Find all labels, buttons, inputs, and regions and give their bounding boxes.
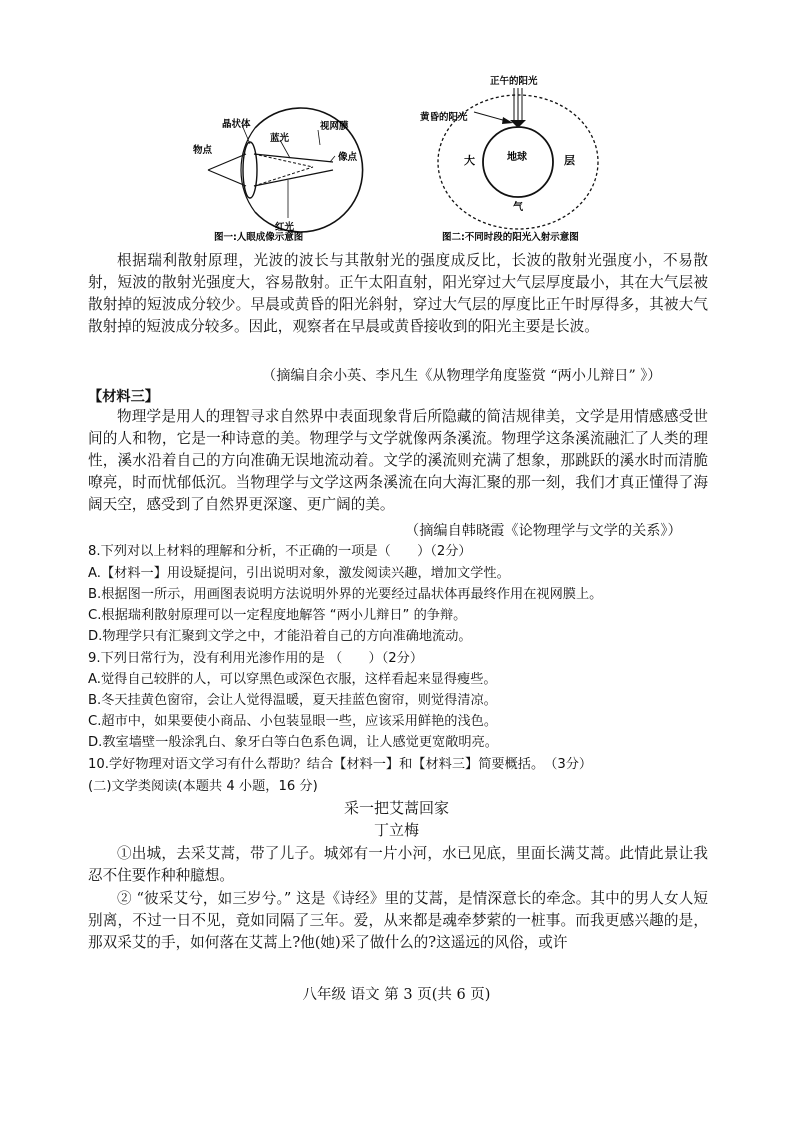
question-8-option-a: A.【材料一】用设疑提问，引出说明对象，激发阅读兴趣，增加文学性。 [88, 566, 510, 581]
material3-source: （摘编自韩晓霞《论物理学与文学的关系》） [405, 523, 682, 539]
question-8-stem: 8.下列对以上材料的理解和分析，不正确的一项是（ ）（2分） [88, 544, 472, 559]
material3-paragraph: 物理学是用人的理智寻求自然界中表面现象背后所隐藏的简洁规律美，文学是用情感感受世间的人和物，它是一种诗意的美。物理学与文学就像两条溪流。物理学这条溪流融汇了人类的理性，溪水沿着自己的方向准确无误地流动着。文学的溪流则充满了想象，那跳跃的溪水时而清脆嘹亮，时而忧郁低沉。当物理学与文学这两条溪流在向大海汇聚的那一刻，我们才真正懂得了海阔天空，感受到了自然界更深邃、更广阔的美。 [88, 408, 708, 513]
figures [170, 70, 620, 250]
question-9-option-c: C.超市中，如果要使小商品、小包装显眼一些，应该采用鲜艳的浅色。 [88, 714, 498, 729]
section-2-heading: (二)文学类阅读(本题共 4 小题，16 分) [88, 779, 318, 794]
fig1-label-image: 像点 [338, 152, 358, 163]
atmosphere-diagram [420, 75, 598, 243]
fig1-label-crystal: 晶状体 [222, 119, 251, 130]
question-9-option-a: A.觉得自己较胖的人，可以穿黑色或深色衣服，这样看起来显得瘦些。 [88, 672, 497, 687]
fig2-caption: 图二:不同时段的阳光入射示意图 [442, 232, 579, 243]
fig2-label-dusk: 黄昏的阳光 [420, 112, 468, 123]
question-8-option-c: C.根据瑞利散射原理可以一定程度地解答 “两小儿辩日” 的争辩。 [88, 608, 467, 623]
fig2-label-ceng: 层 [564, 154, 575, 167]
question-9-stem: 9.下列日常行为，没有利用光渗作用的是 （ ）（2分） [88, 651, 424, 666]
fig2-label-qi: 气 [513, 202, 523, 213]
page-footer: 八年级 语文 第 3 页(共 6 页) [302, 987, 491, 1003]
question-9-option-d: D.教室墙壁一般涂乳白、象牙白等白色系色调，让人感觉更宽敞明亮。 [88, 735, 498, 750]
fig1-caption: 图一:人眼成像示意图 [214, 232, 304, 243]
fig1-label-object: 物点 [193, 145, 213, 156]
question-10: 10.学好物理对语文学习有什么帮助？结合【材料一】和【材料三】简要概括。 （3分） [88, 757, 593, 772]
question-9-option-b: B.冬天挂黄色窗帘，会让人觉得温暖，夏天挂蓝色窗帘，则觉得清凉。 [88, 693, 497, 708]
question-8-option-b: B.根据图一所示，用画图表说明方法说明外界的光要经过晶状体再最终作用在视网膜上。 [88, 587, 603, 602]
fig1-label-retina: 视网膜 [320, 121, 349, 132]
material2-paragraph: 根据瑞利散射原理，光波的波长与其散射光的强度成反比，长波的散射光强度小，不易散射，短波的散射光强度大，容易散射。正午太阳直射，阳光穿过大气层厚度最小，其在大气层被散射掉的短波成分较少。早晨或黄昏的阳光斜射，穿过大气层的厚度比正午时厚得多，其被大气散射掉的短波成分较多。因此，观察者在早晨或黄昏接收到的阳光主要是长波。 [88, 252, 708, 335]
material3-heading: 【材料三】 [88, 389, 159, 405]
essay-paragraph-1: ①出城，去采艾蒿，带了儿子。城郊有一片小河，水已见底，里面长满艾蒿。此情此景让我忍不住要作种种臆想。 [88, 845, 708, 884]
fig2-label-earth: 地球 [507, 152, 527, 163]
question-8-option-d: D.物理学只有汇聚到文学之中，才能沿着自己的方向准确地流动。 [88, 629, 472, 644]
eye-diagram [193, 108, 363, 243]
fig2-label-da: 大 [464, 154, 475, 167]
essay-title: 采一把艾蒿回家 [343, 799, 449, 817]
material2-source: （摘编自余小英、李凡生《从物理学角度鉴赏 “两小儿辩日” 》） [262, 368, 662, 384]
essay-author: 丁立梅 [373, 821, 419, 839]
fig2-label-noon: 正午的阳光 [490, 76, 538, 87]
fig1-label-blue: 蓝光 [270, 133, 290, 144]
fig1-label-red: 红光 [275, 222, 295, 233]
essay-paragraph-2: ② “彼采艾兮，如三岁兮。” 这是《诗经》里的艾蒿，是情深意长的牵念。其中的男人女人短别离，不过一日不见，竟如同隔了三年。爱，从来都是魂牵梦萦的一桩事。而我更感兴趣的是，那双采艾的手，如何落在艾蒿上?他(她)采了做什么的?这遥远的风俗，或许 [88, 890, 708, 951]
